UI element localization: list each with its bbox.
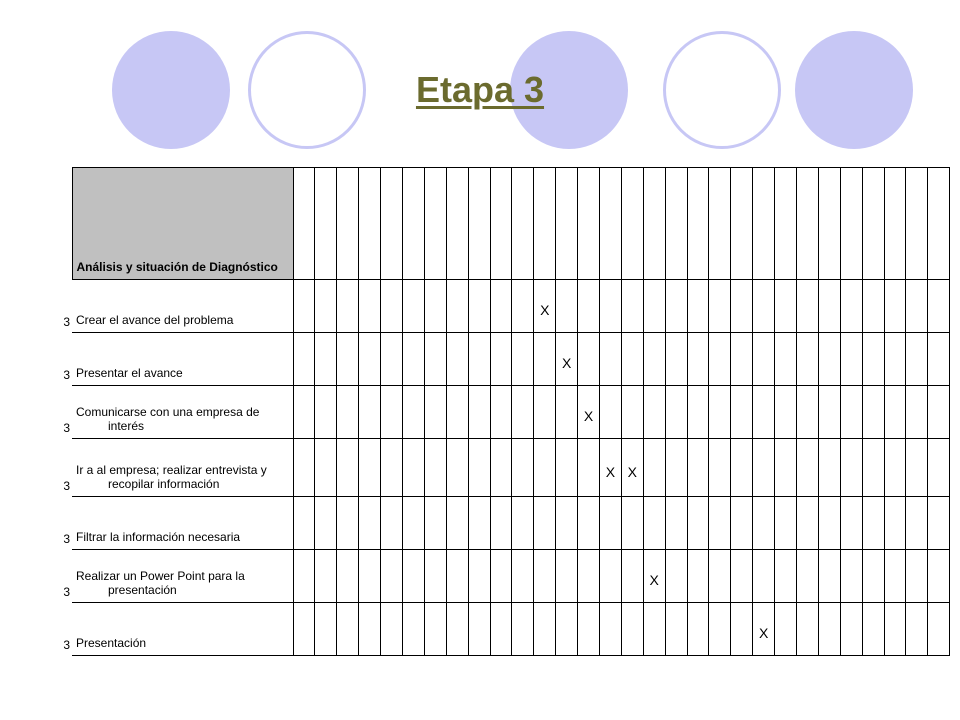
header-task-label: Análisis y situación de Diagnóstico xyxy=(72,168,293,280)
timeline-cell xyxy=(753,333,775,386)
timeline-cell xyxy=(490,439,512,497)
timeline-cell xyxy=(381,603,403,656)
timeline-cell xyxy=(906,603,928,656)
timeline-header-cell xyxy=(753,168,775,280)
timeline-header-cell xyxy=(556,168,578,280)
timeline-cell xyxy=(337,439,359,497)
timeline-cell xyxy=(753,550,775,603)
timeline-cell xyxy=(381,386,403,439)
timeline-header-cell xyxy=(884,168,906,280)
schedule-mark: X xyxy=(605,463,616,480)
timeline-cell xyxy=(556,439,578,497)
timeline-cell xyxy=(621,280,643,333)
timeline-cell xyxy=(884,497,906,550)
timeline-cell xyxy=(862,333,884,386)
timeline-cell xyxy=(731,386,753,439)
timeline-cell xyxy=(578,280,600,333)
timeline-header-cell xyxy=(621,168,643,280)
timeline-cell xyxy=(556,603,578,656)
timeline-cell xyxy=(665,280,687,333)
timeline-cell xyxy=(687,550,709,603)
timeline-cell xyxy=(818,333,840,386)
timeline-cell xyxy=(599,386,621,439)
table-row xyxy=(52,550,950,603)
timeline-cell xyxy=(337,333,359,386)
timeline-cell xyxy=(796,439,818,497)
timeline-cell xyxy=(381,550,403,603)
timeline-header-cell xyxy=(818,168,840,280)
timeline-cell xyxy=(402,550,424,603)
timeline-cell xyxy=(884,439,906,497)
timeline-header-cell xyxy=(381,168,403,280)
timeline-cell xyxy=(884,333,906,386)
timeline-cell xyxy=(928,603,950,656)
timeline-cell xyxy=(578,333,600,386)
timeline-cell xyxy=(731,439,753,497)
task-label: Presentar el avance xyxy=(72,333,293,386)
timeline-cell xyxy=(534,550,556,603)
timeline-cell xyxy=(906,386,928,439)
timeline-cell xyxy=(906,333,928,386)
timeline-header-cell xyxy=(315,168,337,280)
timeline-cell xyxy=(556,386,578,439)
timeline-cell xyxy=(928,386,950,439)
timeline-cell xyxy=(534,333,556,386)
task-label: Ir a al empresa; realizar entrevista y recopilar información xyxy=(72,439,293,497)
timeline-cell xyxy=(337,386,359,439)
timeline-cell xyxy=(840,550,862,603)
timeline-cell xyxy=(578,386,600,439)
timeline-cell xyxy=(928,333,950,386)
timeline-cell xyxy=(840,280,862,333)
timeline-cell xyxy=(337,603,359,656)
timeline-cell xyxy=(840,386,862,439)
timeline-cell xyxy=(293,550,315,603)
timeline-cell xyxy=(578,497,600,550)
timeline-cell xyxy=(293,280,315,333)
timeline-cell xyxy=(446,550,468,603)
timeline-cell xyxy=(709,497,731,550)
timeline-cell xyxy=(687,386,709,439)
timeline-cell xyxy=(534,439,556,497)
timeline-cell xyxy=(753,497,775,550)
timeline-cell xyxy=(315,280,337,333)
timeline-cell xyxy=(687,333,709,386)
timeline-cell xyxy=(687,603,709,656)
timeline-cell xyxy=(709,280,731,333)
timeline-cell xyxy=(884,603,906,656)
timeline-cell xyxy=(643,280,665,333)
timeline-cell xyxy=(775,497,797,550)
timeline-cell xyxy=(424,280,446,333)
timeline-header-cell xyxy=(446,168,468,280)
timeline-cell xyxy=(599,550,621,603)
stage-number: 3 xyxy=(63,637,70,652)
timeline-cell xyxy=(796,280,818,333)
timeline-cell xyxy=(753,439,775,497)
timeline-cell xyxy=(731,603,753,656)
timeline-cell xyxy=(599,439,621,497)
timeline-cell xyxy=(293,497,315,550)
timeline-cell xyxy=(337,280,359,333)
timeline-cell xyxy=(621,386,643,439)
timeline-cell xyxy=(643,333,665,386)
timeline-cell xyxy=(293,603,315,656)
timeline-cell xyxy=(709,333,731,386)
timeline-cell xyxy=(402,603,424,656)
timeline-cell xyxy=(665,497,687,550)
timeline-cell xyxy=(293,386,315,439)
timeline-cell xyxy=(402,333,424,386)
timeline-cell xyxy=(556,497,578,550)
timeline-cell xyxy=(796,497,818,550)
timeline-cell xyxy=(446,386,468,439)
timeline-cell xyxy=(621,603,643,656)
timeline-cell xyxy=(468,333,490,386)
timeline-cell xyxy=(468,550,490,603)
timeline-cell xyxy=(424,497,446,550)
slide-title: Etapa 3 xyxy=(415,69,545,110)
timeline-cell xyxy=(381,439,403,497)
timeline-cell xyxy=(468,497,490,550)
timeline-cell xyxy=(840,333,862,386)
timeline-cell xyxy=(578,439,600,497)
timeline-header-cell xyxy=(643,168,665,280)
timeline-cell xyxy=(556,333,578,386)
timeline-cell xyxy=(884,280,906,333)
timeline-cell xyxy=(359,550,381,603)
timeline-cell xyxy=(512,497,534,550)
timeline-cell xyxy=(775,603,797,656)
timeline-cell xyxy=(359,333,381,386)
table-row xyxy=(52,333,950,386)
timeline-cell xyxy=(468,386,490,439)
timeline-cell xyxy=(884,386,906,439)
timeline-cell xyxy=(818,603,840,656)
timeline-header-cell xyxy=(337,168,359,280)
timeline-cell xyxy=(840,439,862,497)
timeline-cell xyxy=(906,280,928,333)
timeline-cell xyxy=(818,439,840,497)
timeline-cell xyxy=(599,333,621,386)
header-corner xyxy=(52,168,72,280)
timeline-cell xyxy=(643,386,665,439)
timeline-cell xyxy=(359,280,381,333)
timeline-cell xyxy=(402,497,424,550)
timeline-cell xyxy=(315,603,337,656)
timeline-cell xyxy=(818,280,840,333)
timeline-cell xyxy=(534,280,556,333)
task-label: Comunicarse con una empresa de interés xyxy=(72,386,293,439)
timeline-cell xyxy=(534,497,556,550)
stage-number: 3 xyxy=(63,367,70,382)
timeline-cell xyxy=(862,386,884,439)
timeline-cell xyxy=(293,333,315,386)
timeline-cell xyxy=(512,550,534,603)
table-row xyxy=(52,439,950,497)
timeline-header-cell xyxy=(796,168,818,280)
timeline-cell xyxy=(665,386,687,439)
timeline-header-cell xyxy=(687,168,709,280)
timeline-cell xyxy=(490,603,512,656)
timeline-cell xyxy=(599,603,621,656)
timeline-cell xyxy=(775,386,797,439)
stage-number: 3 xyxy=(63,531,70,546)
timeline-cell xyxy=(687,439,709,497)
timeline-cell xyxy=(928,497,950,550)
timeline-cell xyxy=(753,386,775,439)
timeline-cell xyxy=(381,280,403,333)
stage-number: 3 xyxy=(63,314,70,329)
timeline-cell xyxy=(687,280,709,333)
timeline-cell xyxy=(359,497,381,550)
timeline-header-cell xyxy=(490,168,512,280)
timeline-cell xyxy=(643,603,665,656)
schedule-table xyxy=(52,167,950,656)
timeline-cell xyxy=(643,497,665,550)
timeline-cell xyxy=(315,439,337,497)
timeline-header-cell xyxy=(468,168,490,280)
timeline-cell xyxy=(424,550,446,603)
timeline-cell xyxy=(621,497,643,550)
timeline-header-cell xyxy=(775,168,797,280)
timeline-cell xyxy=(446,439,468,497)
timeline-header-cell xyxy=(402,168,424,280)
timeline-header-cell xyxy=(862,168,884,280)
timeline-cell xyxy=(446,280,468,333)
schedule-mark: X xyxy=(649,572,659,588)
timeline-cell xyxy=(446,603,468,656)
schedule-mark: X xyxy=(561,355,572,371)
timeline-cell xyxy=(840,603,862,656)
timeline-cell xyxy=(796,333,818,386)
timeline-header-cell xyxy=(512,168,534,280)
timeline-cell xyxy=(731,280,753,333)
timeline-cell xyxy=(512,603,534,656)
timeline-cell xyxy=(796,603,818,656)
timeline-cell xyxy=(643,439,665,497)
timeline-cell xyxy=(468,280,490,333)
timeline-header-cell xyxy=(578,168,600,280)
timeline-cell xyxy=(665,333,687,386)
timeline-cell xyxy=(621,333,643,386)
timeline-cell xyxy=(490,550,512,603)
timeline-cell xyxy=(337,550,359,603)
timeline-cell xyxy=(687,497,709,550)
timeline-cell xyxy=(578,550,600,603)
timeline-cell xyxy=(753,603,775,656)
schedule-table-container xyxy=(52,167,950,656)
timeline-cell xyxy=(621,550,643,603)
timeline-cell xyxy=(818,550,840,603)
timeline-cell xyxy=(490,333,512,386)
timeline-cell xyxy=(490,280,512,333)
timeline-cell xyxy=(753,280,775,333)
timeline-header-cell xyxy=(359,168,381,280)
schedule-mark: X xyxy=(627,463,637,480)
timeline-cell xyxy=(731,497,753,550)
timeline-cell xyxy=(490,386,512,439)
table-row xyxy=(52,603,950,656)
timeline-cell xyxy=(906,550,928,603)
timeline-cell xyxy=(709,386,731,439)
timeline-cell xyxy=(665,603,687,656)
timeline-cell xyxy=(884,550,906,603)
timeline-header-cell xyxy=(928,168,950,280)
timeline-cell xyxy=(534,386,556,439)
timeline-cell xyxy=(665,550,687,603)
timeline-cell xyxy=(381,497,403,550)
timeline-cell xyxy=(424,333,446,386)
timeline-cell xyxy=(359,439,381,497)
timeline-cell xyxy=(862,550,884,603)
timeline-cell xyxy=(862,280,884,333)
timeline-cell xyxy=(621,439,643,497)
timeline-cell xyxy=(381,333,403,386)
timeline-cell xyxy=(599,497,621,550)
stage-number: 3 xyxy=(63,584,70,599)
timeline-header-cell xyxy=(840,168,862,280)
timeline-header-cell xyxy=(599,168,621,280)
timeline-cell xyxy=(731,550,753,603)
timeline-cell xyxy=(534,603,556,656)
timeline-cell xyxy=(402,386,424,439)
timeline-cell xyxy=(862,497,884,550)
table-row xyxy=(52,497,950,550)
schedule-mark: X xyxy=(583,408,594,424)
timeline-cell xyxy=(315,333,337,386)
timeline-cell xyxy=(665,439,687,497)
timeline-header-cell xyxy=(731,168,753,280)
task-label: Filtrar la información necesaria xyxy=(72,497,293,550)
schedule-mark: X xyxy=(540,302,550,318)
timeline-cell xyxy=(775,550,797,603)
timeline-cell xyxy=(468,603,490,656)
timeline-cell xyxy=(578,603,600,656)
timeline-cell xyxy=(556,280,578,333)
timeline-cell xyxy=(928,550,950,603)
timeline-cell xyxy=(402,280,424,333)
timeline-cell xyxy=(512,333,534,386)
timeline-cell xyxy=(512,280,534,333)
timeline-cell xyxy=(906,497,928,550)
timeline-cell xyxy=(446,333,468,386)
timeline-header-cell xyxy=(293,168,315,280)
timeline-header-cell xyxy=(665,168,687,280)
timeline-cell xyxy=(424,439,446,497)
timeline-header-cell xyxy=(709,168,731,280)
timeline-cell xyxy=(818,497,840,550)
timeline-cell xyxy=(315,550,337,603)
timeline-cell xyxy=(402,439,424,497)
timeline-cell xyxy=(796,550,818,603)
timeline-cell xyxy=(709,439,731,497)
timeline-header-cell xyxy=(424,168,446,280)
timeline-cell xyxy=(775,280,797,333)
timeline-cell xyxy=(446,497,468,550)
timeline-cell xyxy=(490,497,512,550)
timeline-cell xyxy=(512,439,534,497)
timeline-cell xyxy=(337,497,359,550)
timeline-cell xyxy=(775,439,797,497)
timeline-cell xyxy=(315,497,337,550)
timeline-cell xyxy=(775,333,797,386)
timeline-cell xyxy=(424,386,446,439)
stage-number: 3 xyxy=(63,478,70,493)
timeline-cell xyxy=(359,603,381,656)
timeline-cell xyxy=(840,497,862,550)
timeline-cell xyxy=(643,550,665,603)
task-label: Realizar un Power Point para la presentación xyxy=(72,550,293,603)
timeline-cell xyxy=(731,333,753,386)
timeline-cell xyxy=(709,550,731,603)
timeline-cell xyxy=(556,550,578,603)
stage-number: 3 xyxy=(63,420,70,435)
timeline-cell xyxy=(862,603,884,656)
timeline-cell xyxy=(512,386,534,439)
timeline-cell xyxy=(709,603,731,656)
timeline-cell xyxy=(928,280,950,333)
timeline-cell xyxy=(928,439,950,497)
timeline-cell xyxy=(359,386,381,439)
timeline-cell xyxy=(468,439,490,497)
timeline-cell xyxy=(599,280,621,333)
timeline-cell xyxy=(315,386,337,439)
timeline-cell xyxy=(862,439,884,497)
table-header-row xyxy=(52,168,950,280)
task-label: Presentación xyxy=(72,603,293,656)
timeline-cell xyxy=(796,386,818,439)
table-row xyxy=(52,280,950,333)
timeline-cell xyxy=(818,386,840,439)
task-label: Crear el avance del problema xyxy=(72,280,293,333)
table-row xyxy=(52,386,950,439)
timeline-cell xyxy=(906,439,928,497)
timeline-header-cell xyxy=(906,168,928,280)
schedule-mark: X xyxy=(758,625,769,641)
timeline-cell xyxy=(424,603,446,656)
timeline-header-cell xyxy=(534,168,556,280)
timeline-cell xyxy=(293,439,315,497)
